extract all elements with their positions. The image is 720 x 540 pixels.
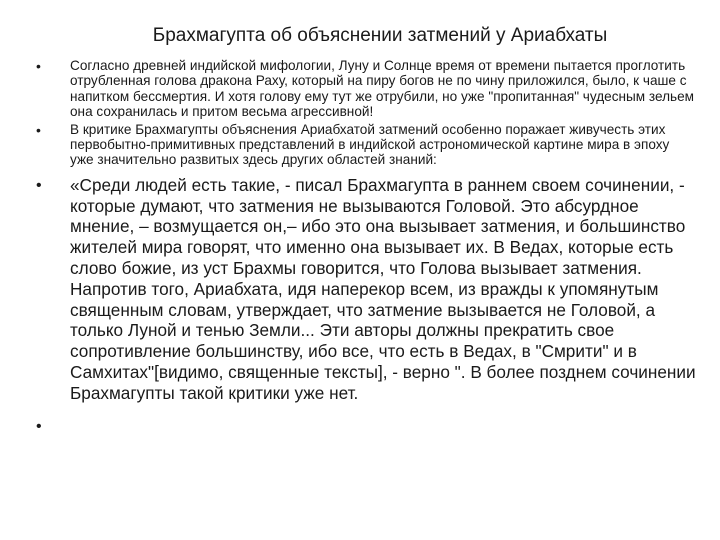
- bullet-item-quote: [36, 175, 696, 404]
- bullet-text: В критике Брахмагупты объяснения Ариабхатой затмений особенно поражает живучесть этих первобытно-примитивных представлений в индийской астрономической картине мира в эпоху уже значительно развитых здесь других областей знаний:: [70, 121, 670, 168]
- slide-title: Брахмагупта об объяснении затмений у Ариабхаты: [152, 25, 608, 46]
- bullet-item-empty: [36, 418, 696, 438]
- bullet-dot-icon: •: [36, 58, 41, 74]
- bullet-item-criticism: [36, 122, 696, 168]
- bullet-dot-icon: •: [36, 121, 41, 138]
- bullet-list: [36, 58, 696, 438]
- bullet-dot-icon: •: [36, 176, 42, 194]
- bullet-text: «Среди людей есть такие, - писал Брахмагупта в раннем своем сочинении, - которые думают, что затмения не вызываются Головой. Это абсурдное мнение, – возмущается он,– ибо это она вызывает затмения, и большинство жителей мира говорят, что именно она вызывает их. В Ведах, которые есть слово божие, из уст Брахмы говорится, что Голова вызывает затмения. Напротив того, Ариабхата, идя наперекор всем, из вражды к упомянутым священным словам, утверждает, что затмение вызывается не Головой, а только Луной и тенью Земли... Эти авторы должны прекратить свое сопротивление большинству, ибо все, что есть в Ведах, в "Смрити" и в Самхитах"[видимо, священные тексты], - верно ". В более позднем сочинении Брахмагупты такой критики уже нет.: [70, 174, 696, 403]
- bullet-item-mythology: [36, 58, 696, 120]
- bullet-text: Согласно древней индийской мифологии, Луну и Солнце время от времени пытается проглотить отрубленная голова дракона Раху, который на пиру богов не по чину приложился, было, к чаше с напитком бессмертия. И хотя голову ему тут же отрубили, но уже "пропитанная" чудесным зельем она сохранилась и притом весьма агрессивной!: [70, 58, 695, 120]
- bullet-dot-icon: •: [36, 417, 42, 435]
